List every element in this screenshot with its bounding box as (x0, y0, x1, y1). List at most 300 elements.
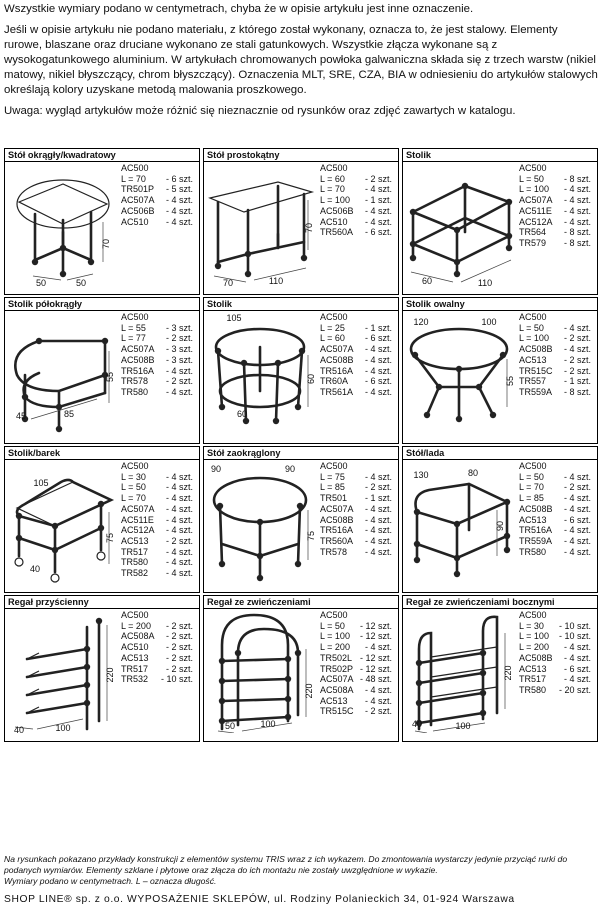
furniture-drawing-icon (5, 162, 117, 286)
part-code: TR557 (519, 376, 547, 387)
furniture-drawing-icon (403, 162, 515, 286)
part-quantity: - 4 szt. (364, 471, 392, 482)
part-code: TR516A (320, 525, 354, 536)
part-row (320, 376, 392, 387)
product-title: Stół okrągły/kwadratowy (5, 149, 199, 162)
part-row (121, 333, 193, 344)
product-title: Stolik półokrągły (5, 298, 199, 311)
part-row (519, 344, 591, 355)
part-code: L = 100 (519, 333, 549, 344)
part-row (121, 206, 193, 217)
part-code: AC506B (320, 205, 354, 216)
part-code: L = 100 (320, 195, 350, 206)
part-quantity: - 6 szt. (165, 173, 193, 184)
dimension-label: 90 (210, 464, 222, 474)
part-quantity: - 12 szt. (359, 663, 392, 674)
product-title: Stolik/barek (5, 447, 199, 460)
product-cell (402, 297, 598, 444)
dimension-label: 70 (304, 222, 314, 234)
part-row (519, 323, 591, 334)
dimension-label: 90 (495, 520, 505, 532)
part-quantity: - 4 szt. (364, 386, 392, 397)
part-quantity: - 6 szt. (563, 663, 591, 674)
dimension-label: 70 (222, 278, 234, 286)
part-row (519, 366, 591, 377)
part-code: AC500 (519, 461, 547, 471)
parts-list (121, 610, 193, 685)
part-quantity: - 4 szt. (364, 546, 392, 557)
part-row (519, 195, 591, 206)
part-row (519, 621, 591, 632)
part-quantity: - 4 szt. (165, 365, 193, 376)
part-code: TR559A (519, 535, 553, 546)
intro-text (4, 2, 598, 119)
part-row (519, 387, 591, 398)
part-code: L = 77 (121, 333, 146, 344)
furniture-drawing-icon (5, 460, 117, 584)
product-cell (203, 148, 399, 295)
part-quantity: - 4 szt. (364, 344, 392, 355)
part-quantity: - 4 szt. (563, 205, 591, 216)
part-row (121, 163, 193, 174)
dimension-label: 110 (268, 276, 284, 286)
parts-list (121, 163, 193, 227)
part-code: TR582 (121, 568, 149, 579)
part-quantity: - 1 szt. (364, 195, 392, 206)
product-cell (402, 595, 598, 742)
parts-list (320, 610, 392, 717)
part-row (519, 472, 591, 483)
part-row (121, 323, 193, 334)
part-code: TR501P (121, 184, 155, 195)
parts-list (320, 461, 392, 557)
part-row (320, 227, 392, 238)
part-code: TR580 (519, 546, 547, 557)
part-quantity: - 4 szt. (364, 354, 392, 365)
part-code: AC500 (519, 163, 547, 173)
part-quantity: - 4 szt. (364, 514, 392, 525)
part-code: TR560A (320, 535, 354, 546)
part-code: L = 85 (320, 482, 345, 493)
part-row (121, 525, 193, 536)
part-code: L = 30 (121, 471, 146, 482)
part-code: AC513 (320, 695, 348, 706)
dimension-label: 220 (105, 667, 115, 683)
part-code: AC500 (519, 610, 547, 620)
part-code: L = 70 (121, 173, 146, 184)
part-code: TR517 (121, 546, 149, 557)
part-row (320, 664, 392, 675)
part-quantity: - 1 szt. (364, 493, 392, 504)
part-code: AC507A (320, 344, 354, 355)
part-row (121, 547, 193, 558)
part-row (320, 163, 392, 174)
part-code: L = 60 (320, 173, 345, 184)
product-title: Regał ze zwieńczeniami bocznymi (403, 596, 597, 609)
part-row (320, 217, 392, 228)
part-row (519, 312, 591, 323)
part-quantity: - 6 szt. (364, 376, 392, 387)
part-row (320, 312, 392, 323)
part-quantity: - 4 szt. (165, 482, 193, 493)
part-row (320, 344, 392, 355)
part-quantity: - 2 szt. (563, 354, 591, 365)
part-quantity: - 4 szt. (364, 205, 392, 216)
part-quantity: - 4 szt. (563, 674, 591, 685)
part-code: AC507A (320, 674, 354, 685)
part-row (121, 482, 193, 493)
part-row (519, 664, 591, 675)
parts-list (519, 610, 591, 696)
part-quantity: - 4 szt. (563, 184, 591, 195)
part-row (519, 482, 591, 493)
part-code: L = 70 (519, 482, 544, 493)
part-quantity: - 4 szt. (563, 652, 591, 663)
part-code: AC500 (121, 461, 149, 471)
part-code: L = 85 (519, 493, 544, 504)
product-drawing (5, 311, 117, 435)
part-quantity: - 4 szt. (165, 493, 193, 504)
product-drawing (5, 162, 117, 286)
part-row (519, 163, 591, 174)
dimension-label: 220 (304, 683, 314, 699)
part-code: TR517 (121, 663, 149, 674)
part-row (121, 472, 193, 483)
part-quantity: - 2 szt. (165, 333, 193, 344)
part-row (519, 376, 591, 387)
product-drawing (5, 460, 117, 584)
part-quantity: - 4 szt. (563, 322, 591, 333)
dimension-label: 80 (467, 468, 479, 478)
part-code: AC500 (519, 312, 547, 322)
part-code: AC507A (121, 344, 155, 355)
part-row (320, 355, 392, 366)
part-row (519, 227, 591, 238)
footer-note-2: Wymiary podano w centymetrach. L – oznacza długość. (4, 876, 217, 886)
part-quantity: - 2 szt. (165, 631, 193, 642)
part-code: AC508B (519, 344, 553, 355)
part-code: AC508B (320, 514, 354, 525)
part-row (519, 504, 591, 515)
part-code: AC500 (320, 461, 348, 471)
part-code: AC511E (519, 205, 552, 216)
part-row (519, 184, 591, 195)
part-quantity: - 6 szt. (364, 227, 392, 238)
part-code: L = 200 (519, 642, 549, 653)
furniture-drawing-icon (5, 311, 117, 435)
part-row (320, 525, 392, 536)
dimension-label: 105 (33, 478, 49, 488)
part-quantity: - 2 szt. (165, 620, 193, 631)
product-cell (4, 148, 200, 295)
part-code: TR578 (121, 376, 149, 387)
part-row (121, 376, 193, 387)
part-row (320, 482, 392, 493)
part-code: L = 25 (320, 322, 345, 333)
part-code: L = 200 (121, 620, 151, 631)
part-row (320, 547, 392, 558)
part-quantity: - 10 szt. (160, 674, 193, 685)
part-row (121, 664, 193, 675)
product-title: Stolik (403, 149, 597, 162)
parts-list (519, 461, 591, 557)
part-code: TR516A (320, 365, 354, 376)
dimension-label: 60 (421, 276, 433, 286)
parts-list (320, 312, 392, 398)
part-row (320, 536, 392, 547)
product-drawing (403, 460, 515, 584)
part-code: L = 50 (519, 471, 544, 482)
part-quantity: - 3 szt. (165, 344, 193, 355)
part-row (519, 355, 591, 366)
part-code: L = 30 (519, 620, 544, 631)
dimension-label: 50 (224, 721, 236, 731)
dimension-label: 60 (236, 409, 248, 419)
dimension-label: 100 (481, 317, 497, 327)
part-code: TR580 (121, 386, 149, 397)
part-quantity: - 4 szt. (165, 386, 193, 397)
part-row (121, 312, 193, 323)
part-quantity: - 3 szt. (165, 322, 193, 333)
footer-note-1: Na rysunkach pokazano przykłady konstrukcji z elementów systemu TRIS wraz z ich wykazem. Do zmontowania wystarczy jedynie przyciąć rurki do podanych wymiarów. Elementy szklane i płytowe oraz złącza do ich montażu nie zostały uwzględnione w wykazie. (4, 854, 568, 875)
part-quantity: - 4 szt. (563, 546, 591, 557)
part-code: AC500 (121, 610, 149, 620)
part-quantity: - 6 szt. (563, 514, 591, 525)
part-code: AC510 (121, 642, 149, 653)
furniture-drawing-icon (204, 460, 316, 584)
part-code: L = 55 (121, 322, 146, 333)
product-cell (402, 148, 598, 295)
part-quantity: - 2 szt. (165, 376, 193, 387)
part-quantity: - 2 szt. (563, 482, 591, 493)
part-row (320, 366, 392, 377)
part-quantity: - 4 szt. (563, 471, 591, 482)
part-code: TR501 (320, 493, 348, 504)
part-code: AC500 (121, 163, 149, 173)
part-code: AC508B (519, 503, 553, 514)
parts-list (121, 312, 193, 398)
part-quantity: - 2 szt. (165, 642, 193, 653)
part-row (320, 504, 392, 515)
dimension-label: 75 (306, 530, 316, 542)
part-quantity: - 4 szt. (364, 684, 392, 695)
part-quantity: - 4 szt. (563, 216, 591, 227)
part-row (320, 642, 392, 653)
part-quantity: - 4 szt. (165, 546, 193, 557)
part-code: AC507A (121, 195, 155, 206)
part-code: TR564 (519, 227, 547, 238)
part-row (519, 642, 591, 653)
part-row (121, 461, 193, 472)
part-code: AC508B (121, 354, 155, 365)
part-row (519, 461, 591, 472)
part-quantity: - 4 szt. (165, 205, 193, 216)
part-code: TR559A (519, 386, 553, 397)
part-quantity: - 4 szt. (364, 695, 392, 706)
part-code: AC513 (519, 663, 547, 674)
part-quantity: - 2 szt. (364, 173, 392, 184)
part-row (121, 557, 193, 568)
part-row (320, 621, 392, 632)
part-row (121, 174, 193, 185)
part-quantity: - 2 szt. (165, 663, 193, 674)
part-quantity: - 48 szt. (359, 674, 392, 685)
dimension-label: 85 (63, 409, 75, 419)
part-code: TR517 (519, 674, 547, 685)
part-row (121, 184, 193, 195)
product-cell (203, 446, 399, 593)
dimension-label: 70 (101, 238, 111, 250)
part-row (320, 696, 392, 707)
part-quantity: - 2 szt. (364, 706, 392, 717)
part-code: TR502P (320, 663, 354, 674)
part-code: L = 50 (519, 173, 544, 184)
part-quantity: - 8 szt. (563, 227, 591, 238)
part-quantity: - 4 szt. (165, 514, 193, 525)
part-quantity: - 5 szt. (165, 184, 193, 195)
product-title: Regał ze zwieńczeniami (204, 596, 398, 609)
dimension-label: 220 (503, 665, 513, 681)
part-code: TR580 (519, 684, 547, 695)
product-cell (4, 595, 200, 742)
company-address: SHOP LINE® sp. z o.o. WYPOSAŻENIE SKLEPÓW, ul. Rodziny Polanieckich 34, 01-924 Warszawa (4, 894, 515, 905)
part-quantity: - 3 szt. (165, 354, 193, 365)
part-row (320, 706, 392, 717)
part-quantity: - 4 szt. (364, 216, 392, 227)
part-code: TR515C (320, 706, 354, 717)
part-quantity: - 4 szt. (563, 503, 591, 514)
part-code: AC513 (519, 514, 547, 525)
part-row (121, 366, 193, 377)
part-quantity: - 4 szt. (364, 642, 392, 653)
product-drawing (204, 609, 316, 733)
part-code: TR532 (121, 674, 149, 685)
product-cell (402, 446, 598, 593)
part-code: AC508A (320, 684, 354, 695)
part-row (519, 333, 591, 344)
product-title: Stół prostokątny (204, 149, 398, 162)
part-code: AC506B (121, 205, 155, 216)
part-quantity: - 4 szt. (563, 344, 591, 355)
part-code: L = 100 (519, 631, 549, 642)
dimension-label: 40 (411, 719, 423, 729)
product-title: Stół zaokrąglony (204, 447, 398, 460)
part-quantity: - 4 szt. (165, 471, 193, 482)
part-quantity: - 4 szt. (563, 642, 591, 653)
dimension-label: 120 (413, 317, 429, 327)
part-row (519, 515, 591, 526)
part-row (320, 323, 392, 334)
part-row (320, 631, 392, 642)
part-code: AC508B (320, 354, 354, 365)
part-code: L = 75 (320, 471, 345, 482)
dimension-label: 40 (29, 564, 41, 574)
dimension-label: 60 (306, 373, 316, 385)
part-row (121, 387, 193, 398)
part-quantity: - 8 szt. (563, 386, 591, 397)
part-quantity: - 12 szt. (359, 652, 392, 663)
part-row (519, 206, 591, 217)
part-code: TR516A (121, 365, 155, 376)
part-row (320, 174, 392, 185)
part-code: TR580 (121, 557, 149, 568)
intro-paragraph-2: Jeśli w opisie artykułu nie podano materiału, z którego został wykonany, oznacza to, że jest stalowy. Elementy rurowe, blaszane oraz druciane wykonano ze stali gatunkowych. Wszystkie złącza wykonane są z wysokogatunkowego aluminium. W artykułach chromowanych powłoka galwaniczna składa się z trzech warstw (nikiel matowy, nikiel błyszczący, chrom błyszczący). Oznaczenia MLT, SRE, CZA, BIA w odniesieniu do artykułów stalowych określają kolory uzyskane metodą malowania proszkowego. (4, 24, 598, 96)
part-row (121, 504, 193, 515)
product-title: Stół/lada (403, 447, 597, 460)
part-quantity: - 4 szt. (563, 195, 591, 206)
part-code: AC507A (121, 503, 155, 514)
part-row (320, 674, 392, 685)
parts-list (121, 461, 193, 579)
part-row (121, 536, 193, 547)
part-quantity: - 4 szt. (364, 525, 392, 536)
product-cell (4, 297, 200, 444)
part-code: AC510 (320, 216, 348, 227)
part-row (121, 642, 193, 653)
part-code: AC512A (121, 525, 155, 536)
part-row (519, 217, 591, 228)
part-code: AC500 (320, 312, 348, 322)
part-code: TR579 (519, 237, 547, 248)
part-code: L = 200 (320, 642, 350, 653)
dimension-label: 75 (105, 532, 115, 544)
part-row (519, 685, 591, 696)
part-row (519, 674, 591, 685)
dimension-label: 55 (505, 375, 515, 387)
dimension-label: 50 (75, 278, 87, 286)
part-quantity: - 4 szt. (364, 184, 392, 195)
dimension-label: 100 (455, 721, 471, 731)
part-quantity: - 4 szt. (165, 557, 193, 568)
product-cell (203, 297, 399, 444)
part-row (121, 621, 193, 632)
part-row (320, 461, 392, 472)
part-quantity: - 2 szt. (364, 482, 392, 493)
part-row (320, 472, 392, 483)
part-code: AC508A (121, 631, 155, 642)
parts-list (320, 163, 392, 238)
part-quantity: - 12 szt. (359, 620, 392, 631)
part-quantity: - 4 szt. (165, 195, 193, 206)
part-row (320, 653, 392, 664)
part-quantity: - 12 szt. (359, 631, 392, 642)
part-quantity: - 4 szt. (165, 568, 193, 579)
part-row (121, 653, 193, 664)
product-cell (203, 595, 399, 742)
part-code: TR560A (320, 227, 354, 238)
part-code: L = 100 (320, 631, 350, 642)
part-quantity: - 4 szt. (165, 216, 193, 227)
part-quantity: - 1 szt. (364, 322, 392, 333)
part-row (519, 631, 591, 642)
furniture-drawing-icon (403, 609, 515, 733)
part-code: L = 50 (519, 322, 544, 333)
dimension-label: 40 (13, 725, 25, 733)
part-quantity: - 4 szt. (364, 365, 392, 376)
part-row (320, 387, 392, 398)
part-code: L = 70 (121, 493, 146, 504)
part-quantity: - 1 szt. (563, 376, 591, 387)
part-row (320, 206, 392, 217)
part-code: TR60A (320, 376, 349, 387)
part-row (121, 344, 193, 355)
product-drawing (204, 162, 316, 286)
part-code: TR578 (320, 546, 348, 557)
parts-list (519, 312, 591, 398)
dimension-label: 100 (260, 719, 276, 729)
part-quantity: - 2 szt. (165, 652, 193, 663)
part-code: AC513 (121, 652, 149, 663)
